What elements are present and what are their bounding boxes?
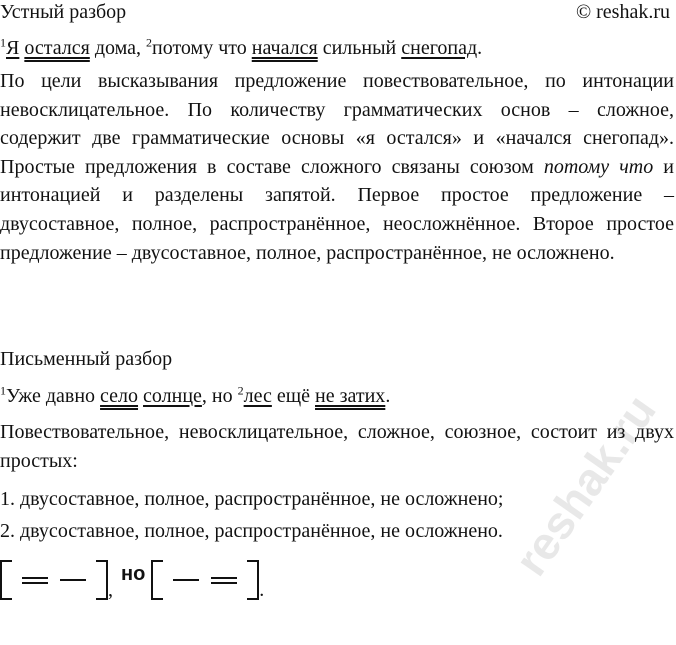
subject-solntse: солнце <box>143 385 202 407</box>
scheme-dot: . <box>259 579 265 601</box>
scheme-clause-2 <box>163 560 247 600</box>
watermark: reshak.ru <box>504 385 666 585</box>
subject-les: лес <box>243 385 272 407</box>
scheme-comma: , <box>108 579 113 601</box>
list-item-2: 2. двусоставное, полное, распространённое, не осложнено. <box>0 520 503 542</box>
subject-mark <box>60 579 86 581</box>
written-sentence <box>0 384 390 408</box>
sentence-dot: . <box>385 385 391 407</box>
written-analysis-text: Повествовательное, невосклицательное, сложное, союзное, состоит из двух простых: <box>0 421 674 472</box>
list-item-1: 1. двусоставное, полное, распространённое, не осложнено; <box>0 488 504 510</box>
scheme-bracket-open-1 <box>0 560 12 600</box>
scheme-clause-1 <box>12 560 96 600</box>
subject-ya: Я <box>6 37 20 59</box>
predicate-nachalsya: начался <box>251 37 318 59</box>
predicate-selo: село <box>100 385 139 407</box>
scheme-bracket-open-2 <box>151 560 163 600</box>
scheme-bracket-close-2 <box>247 560 259 600</box>
subject-mark <box>173 579 199 581</box>
predicate-ostalsya: остался <box>24 37 90 59</box>
conjunction-no: , но <box>201 385 233 407</box>
sentence-dot: . <box>477 37 483 59</box>
clause-number-2: 2 <box>237 383 244 398</box>
predicate-mark <box>211 577 237 584</box>
sentence-scheme <box>0 548 266 600</box>
analysis-text-a: По цели высказывания предложение повествовательное, по интонации невосклицательное. По количеству грамматических основ – сложное, содержит две грамматические основы «я остался» и «начался снегопад». Простые предложения в составе сложного связаны союзом <box>0 70 674 178</box>
written-analysis-paragraph <box>0 418 674 475</box>
scheme-conjunction: но <box>121 562 146 585</box>
analysis-italic-conjunction: потому что <box>543 155 654 178</box>
section-title-written: Письменный разбор <box>0 348 173 370</box>
section-title-oral: Устный разбор <box>0 1 127 23</box>
word-uzhe-davno: Уже давно <box>6 385 96 407</box>
word-doma: дома, <box>94 37 142 59</box>
predicate-mark <box>22 577 48 584</box>
analysis-text-b: и интонацией и разделены запятой. Первое простое предложение – двусоставное, полное, распространённое, неосложнённое. Второе простое предложение – двусоставное, полное, распространённое, не осложнено. <box>0 155 674 264</box>
copyright-link[interactable]: © reshak.ru <box>575 1 670 23</box>
clause-number-1: 1 <box>0 35 6 50</box>
subject-snegopad: снегопад <box>401 37 478 59</box>
predicate-ne-zatikh: не затих <box>315 385 386 407</box>
clause-number-1: 1 <box>0 383 6 398</box>
oral-analysis-paragraph <box>0 67 674 267</box>
word-silny: сильный <box>322 37 397 59</box>
scheme-bracket-close-1 <box>96 560 108 600</box>
oral-sentence <box>0 36 482 60</box>
word-eshche: ещё <box>276 385 311 407</box>
conjunction-potomu-chto: потому что <box>152 37 247 59</box>
clause-number-2: 2 <box>146 35 153 50</box>
